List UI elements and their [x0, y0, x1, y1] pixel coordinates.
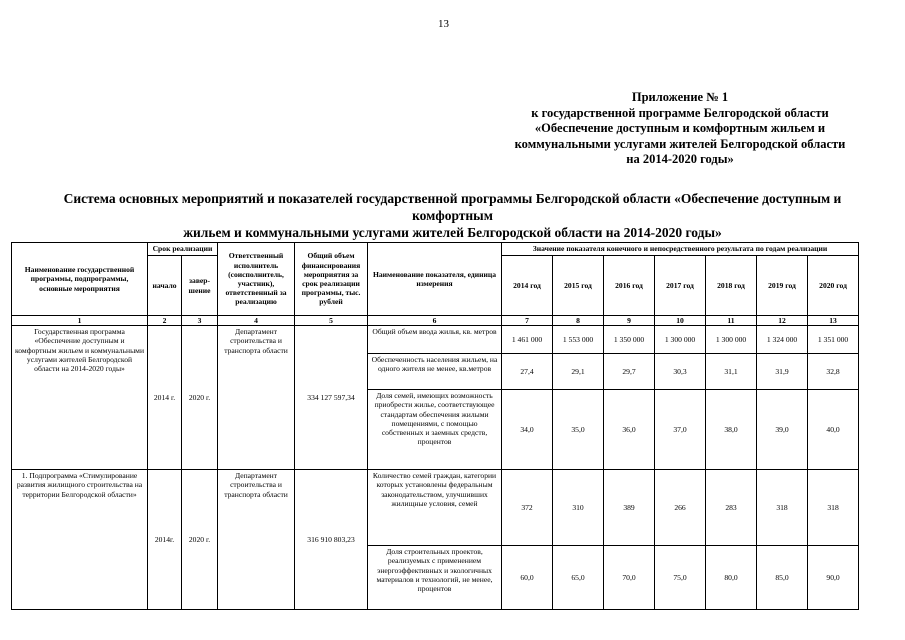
col-number: 9: [604, 316, 655, 326]
indicator-value: 32,8: [808, 354, 859, 390]
appendix-line: на 2014-2020 годы»: [626, 152, 734, 166]
header-year: 2015 год: [553, 256, 604, 316]
indicator-value: 34,0: [502, 390, 553, 470]
indicator-value: 60,0: [502, 546, 553, 610]
header-start: начало: [148, 256, 182, 316]
col-number: 8: [553, 316, 604, 326]
col-number: 12: [757, 316, 808, 326]
indicator-name: Обеспеченность населения жильем, на одного жителя не менее, кв.метров: [368, 354, 502, 390]
indicator-value: 372: [502, 470, 553, 546]
indicator-name: Доля семей, имеющих возможность приобрести жилье, соответствующее стандартам обеспечения жилыми помещениями, с помощью собственных и заемных средств, процентов: [368, 390, 502, 470]
col-number: 2: [148, 316, 182, 326]
header-values-group: Значение показателя конечного и непосредственного результата по годам реализации: [502, 243, 859, 256]
col-number: 1: [12, 316, 148, 326]
indicator-value: 310: [553, 470, 604, 546]
indicator-value: 318: [757, 470, 808, 546]
indicator-value: 389: [604, 470, 655, 546]
indicator-value: 318: [808, 470, 859, 546]
indicator-value: 1 461 000: [502, 326, 553, 354]
indicator-value: 29,1: [553, 354, 604, 390]
indicator-value: 1 350 000: [604, 326, 655, 354]
indicator-value: 1 300 000: [655, 326, 706, 354]
indicator-name: Общий объем ввода жилья, кв. метров: [368, 326, 502, 354]
subprogram-end: 2020 г.: [182, 470, 218, 610]
appendix-header: [505, 90, 855, 168]
header-year: 2016 год: [604, 256, 655, 316]
indicator-value: 27,4: [502, 354, 553, 390]
indicator-value: 90,0: [808, 546, 859, 610]
page-number: 13: [438, 18, 449, 30]
header-period: Срок реализации: [148, 243, 218, 256]
indicator-value: 80,0: [706, 546, 757, 610]
col-number: 10: [655, 316, 706, 326]
subprogram-name: 1. Подпрограмма «Стимулирование развития жилищного строительства на территории Белгородской области»: [12, 470, 148, 610]
title-line: жильем и коммунальными услугами жителей Белгородской области на 2014-2020 годы»: [183, 225, 722, 240]
program-start: 2014 г.: [148, 326, 182, 470]
program-responsible: Департамент строительства и транспорта области: [218, 326, 295, 470]
indicator-value: 31,9: [757, 354, 808, 390]
program-end: 2020 г.: [182, 326, 218, 470]
header-year: 2018 год: [706, 256, 757, 316]
header-name: Наименование государственной программы, подпрограммы, основные мероприятия: [12, 243, 148, 316]
indicator-value: 38,0: [706, 390, 757, 470]
indicator-value: 65,0: [553, 546, 604, 610]
indicator-value: 70,0: [604, 546, 655, 610]
header-year: 2019 год: [757, 256, 808, 316]
indicator-value: 29,7: [604, 354, 655, 390]
header-year: 2017 год: [655, 256, 706, 316]
header-responsible: Ответственный исполнитель (соисполнитель, участник), ответственный за реализацию: [218, 243, 295, 316]
program-funding: 334 127 597,34: [295, 326, 368, 470]
subprogram-funding: 316 910 803,23: [295, 470, 368, 610]
col-number: 3: [182, 316, 218, 326]
col-number: 4: [218, 316, 295, 326]
indicator-value: 36,0: [604, 390, 655, 470]
col-number: 7: [502, 316, 553, 326]
header-end: завер-шение: [182, 256, 218, 316]
indicator-value: 1 324 000: [757, 326, 808, 354]
header-year: 2014 год: [502, 256, 553, 316]
appendix-line: «Обеспечение доступным и комфортным жильем и: [534, 121, 826, 135]
indicator-value: 283: [706, 470, 757, 546]
appendix-line: коммунальными услугами жителей Белгородской области: [514, 136, 846, 151]
header-year: 2020 год: [808, 256, 859, 316]
measures-table: [11, 242, 859, 610]
indicator-value: 40,0: [808, 390, 859, 470]
appendix-line: Приложение № 1: [631, 90, 729, 104]
indicator-value: 39,0: [757, 390, 808, 470]
indicator-name: Количество семей граждан, категории которых установлены федеральным законодательством, улучшивших жилищные условия, семей: [368, 470, 502, 546]
col-number: 11: [706, 316, 757, 326]
indicator-name: Доля строительных проектов, реализуемых с применением энергоэффективных и экологичных материалов и технологий, не менее, процентов: [368, 546, 502, 610]
indicator-value: 266: [655, 470, 706, 546]
col-number: 5: [295, 316, 368, 326]
header-funding: Общий объем финансирования мероприятия за срок реализации программы, тыс. рублей: [295, 243, 368, 316]
indicator-value: 35,0: [553, 390, 604, 470]
program-name: Государственная программа «Обеспечение доступным и комфортным жильем и коммунальными услугами жителей Белгородской области на 2014-2020 годы»: [12, 326, 148, 470]
indicator-value: 31,1: [706, 354, 757, 390]
title-line: Система основных мероприятий и показателей государственной программы Белгородской области «Обеспечение доступным и комфортным: [63, 191, 842, 223]
col-number: 13: [808, 316, 859, 326]
appendix-line: к государственной программе Белгородской области: [531, 105, 829, 120]
indicator-value: 30,3: [655, 354, 706, 390]
indicator-value: 1 300 000: [706, 326, 757, 354]
col-number: 6: [368, 316, 502, 326]
header-indicator: Наименование показателя, единица измерения: [368, 243, 502, 316]
subprogram-start: 2014г.: [148, 470, 182, 610]
indicator-value: 85,0: [757, 546, 808, 610]
indicator-value: 75,0: [655, 546, 706, 610]
document-title: [30, 190, 875, 241]
indicator-value: 1 553 000: [553, 326, 604, 354]
subprogram-responsible: Департамент строительства и транспорта области: [218, 470, 295, 610]
indicator-value: 37,0: [655, 390, 706, 470]
indicator-value: 1 351 000: [808, 326, 859, 354]
